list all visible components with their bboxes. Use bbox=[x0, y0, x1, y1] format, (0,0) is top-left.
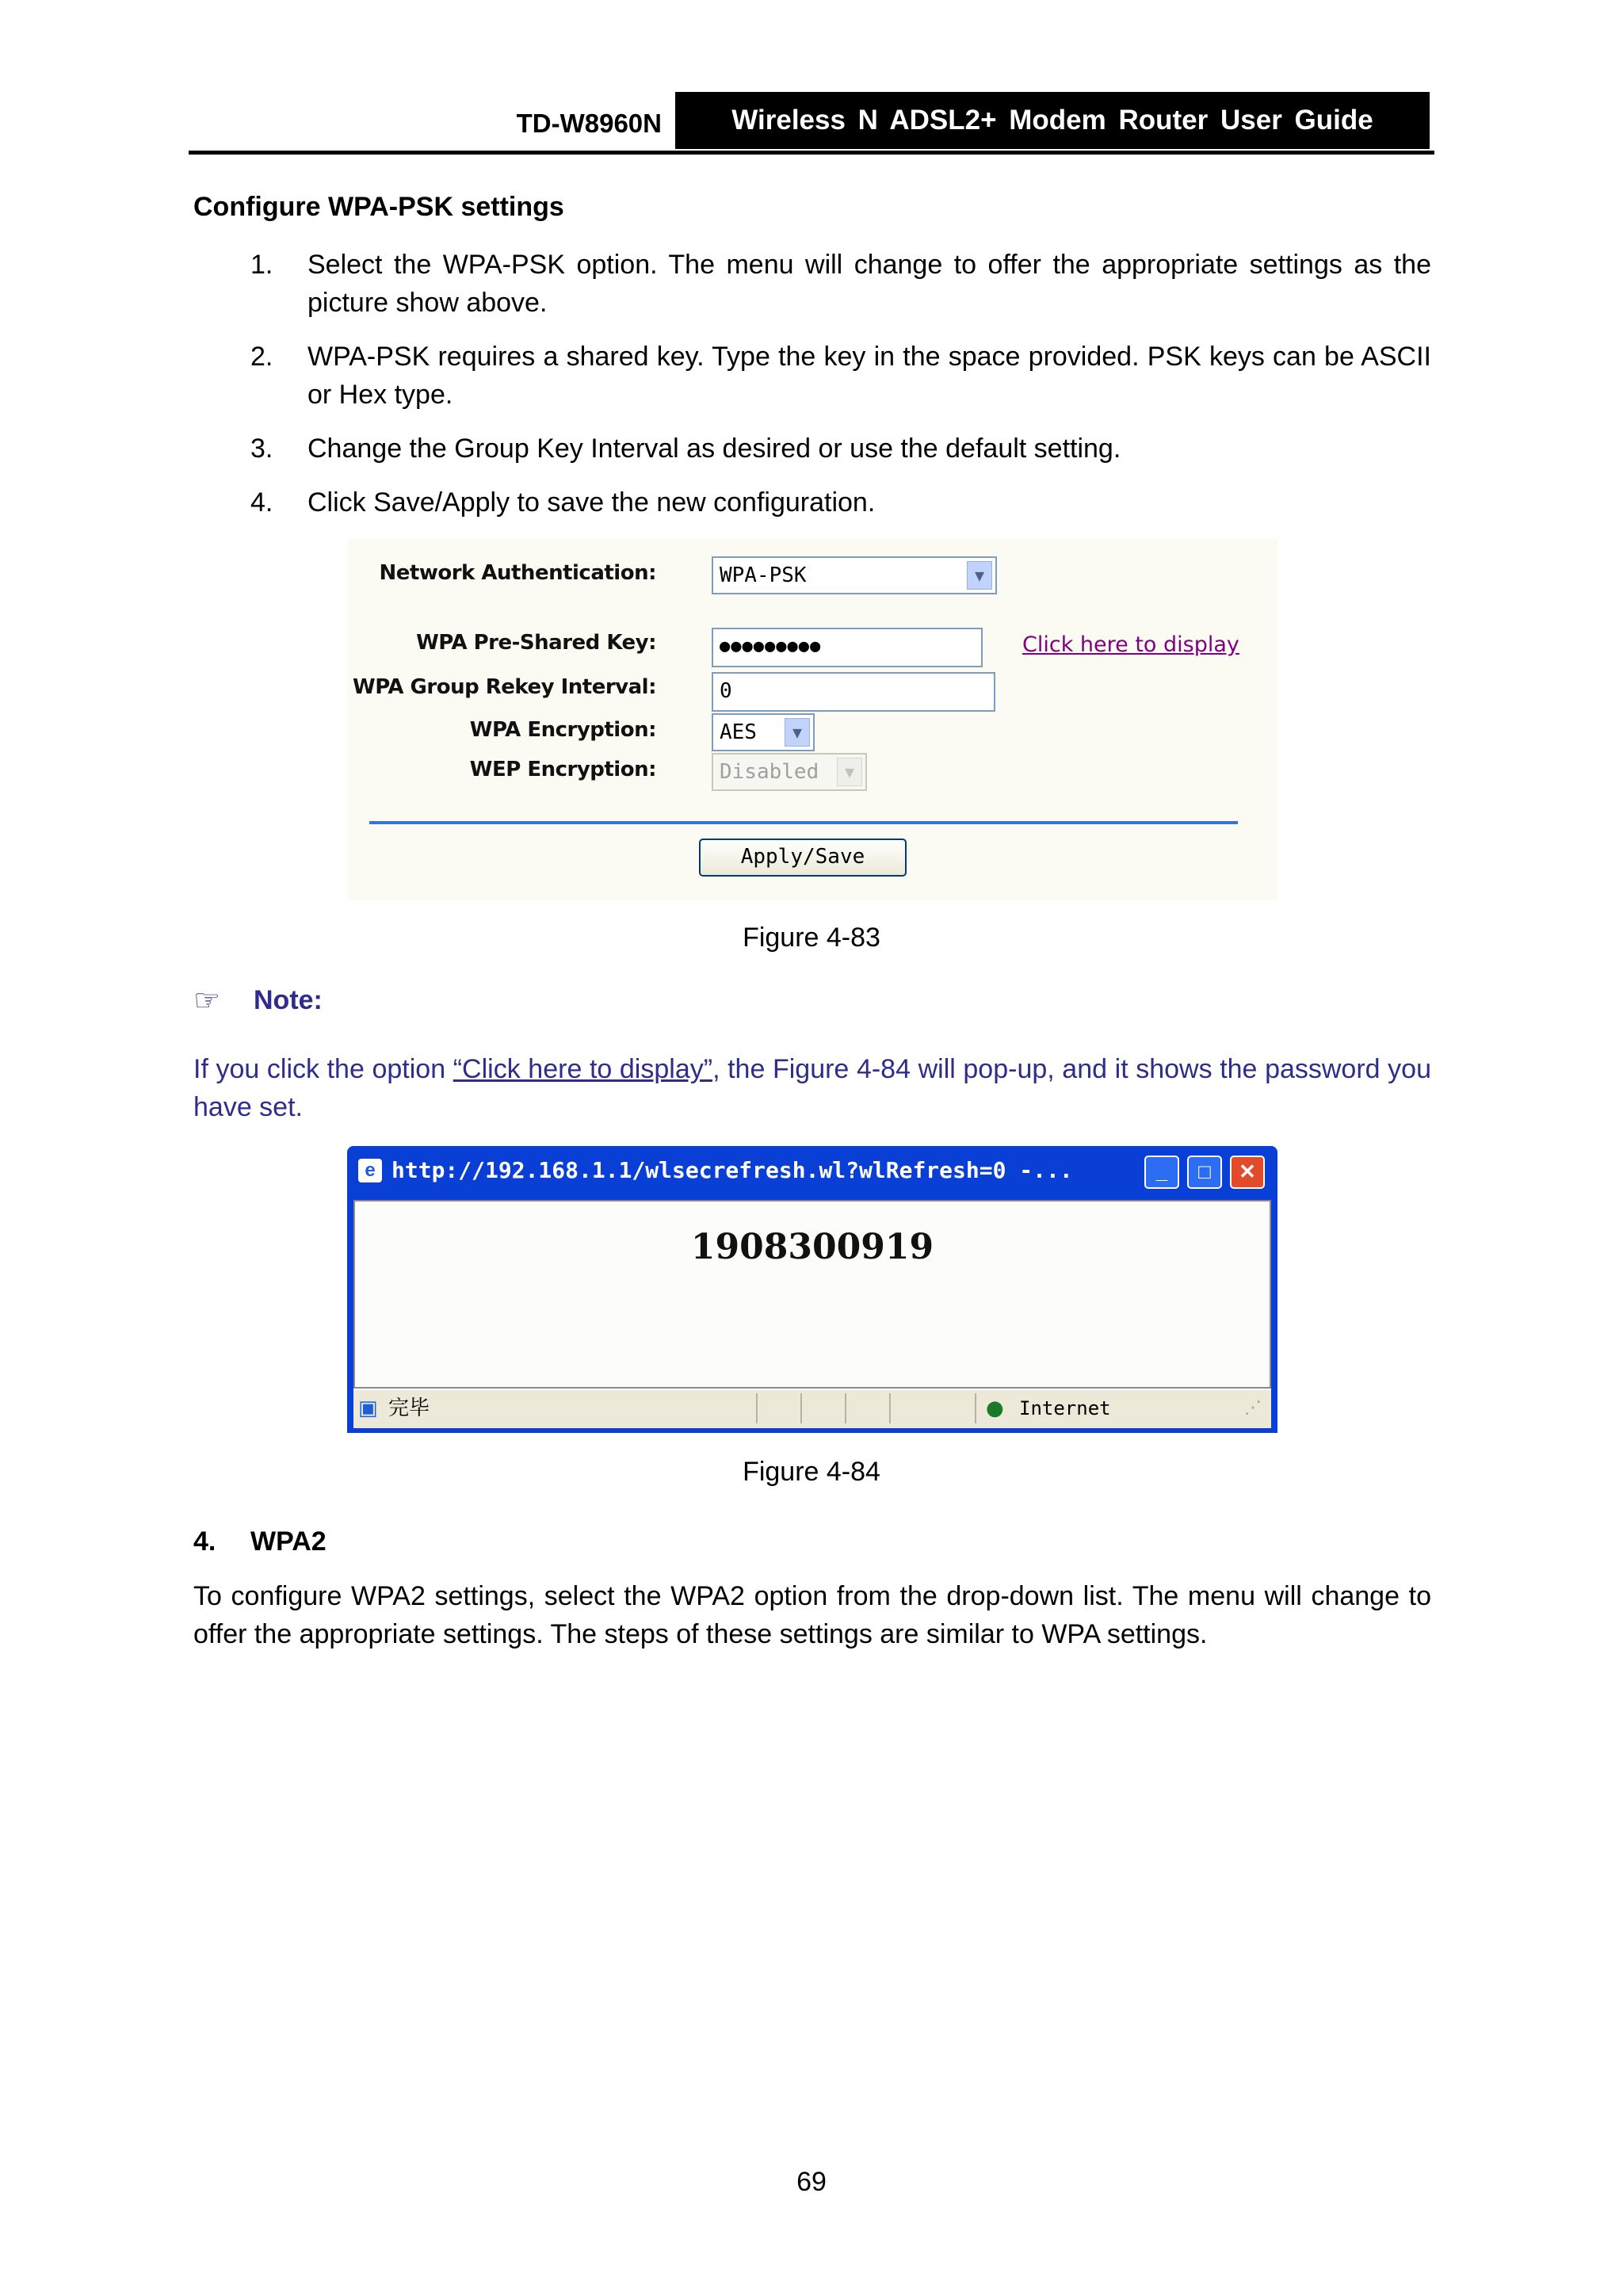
wep-select[interactable] bbox=[712, 753, 867, 791]
note-text bbox=[193, 1050, 1431, 1126]
status-divider bbox=[889, 1393, 891, 1423]
step-4-number: 4. bbox=[250, 487, 273, 518]
close-icon[interactable]: ✕ bbox=[1230, 1156, 1265, 1189]
step-1-number: 1. bbox=[250, 250, 273, 280]
page-number: 69 bbox=[796, 2167, 827, 2197]
step-3-text: Change the Group Key Interval as desired or use the default setting. bbox=[307, 434, 1121, 464]
ie-page-icon: e bbox=[358, 1159, 382, 1182]
header-model: TD-W8960N bbox=[516, 109, 662, 138]
wep-label: WEP Encryption: bbox=[469, 758, 656, 781]
status-done-text: 完毕 bbox=[388, 1396, 430, 1420]
window-title: http://192.168.1.1/wlsecrefresh.wl?wlRefresh=0 -... bbox=[391, 1157, 1073, 1183]
figure-83-rule bbox=[369, 821, 1238, 824]
network-auth-label: Network Authentication: bbox=[379, 561, 656, 585]
click-here-to-display-link[interactable]: Click here to display bbox=[1022, 632, 1239, 657]
wpa2-title: WPA2 bbox=[250, 1526, 327, 1557]
chevron-down-icon[interactable]: ▼ bbox=[967, 561, 992, 590]
note-text-after: , the Figure 4-84 will pop-up, and it shows the password you have set. bbox=[193, 1054, 1431, 1122]
psk-label: WPA Pre-Shared Key: bbox=[416, 631, 656, 655]
pointing-hand-icon: ☞ bbox=[193, 984, 221, 1018]
note-label: Note: bbox=[254, 985, 323, 1015]
apply-save-button[interactable]: Apply/Save bbox=[699, 839, 907, 877]
status-divider bbox=[845, 1393, 846, 1423]
step-2-number: 2. bbox=[250, 342, 273, 372]
rekey-label: WPA Group Rekey Interval: bbox=[353, 675, 656, 699]
network-auth-select[interactable] bbox=[712, 556, 997, 594]
minimize-icon[interactable]: _ bbox=[1144, 1156, 1179, 1189]
maximize-icon[interactable]: □ bbox=[1187, 1156, 1222, 1189]
step-4-text: Click Save/Apply to save the new configuration. bbox=[307, 487, 876, 518]
status-divider bbox=[975, 1393, 976, 1423]
note-link: “Click here to display” bbox=[453, 1054, 713, 1084]
step-3-number: 3. bbox=[250, 434, 273, 464]
figure-84-caption: Figure 4-84 bbox=[743, 1457, 880, 1487]
wep-value: Disabled bbox=[720, 760, 819, 784]
page-done-icon: ▣ bbox=[358, 1396, 378, 1420]
encryption-value: AES bbox=[720, 720, 757, 744]
password-display: 1908300919 bbox=[690, 1227, 934, 1267]
rekey-input[interactable]: 0 bbox=[712, 672, 995, 712]
globe-icon: ● bbox=[986, 1396, 1004, 1420]
figure-83-caption: Figure 4-83 bbox=[743, 923, 880, 953]
header-guide-title: Wireless N ADSL2+ Modem Router User Guide bbox=[675, 92, 1430, 149]
status-zone-text: Internet bbox=[1019, 1397, 1111, 1419]
step-2-text: WPA-PSK requires a shared key. Type the key in the space provided. PSK keys can be ASCII or Hex type. bbox=[307, 342, 1431, 410]
psk-input[interactable]: ●●●●●●●●● bbox=[712, 628, 983, 667]
note-text-before: If you click the option bbox=[193, 1054, 453, 1084]
step-1-text: Select the WPA-PSK option. The menu will change to offer the appropriate settings as the picture show above. bbox=[307, 250, 1431, 318]
resize-grip-icon[interactable]: ⋰ bbox=[1244, 1398, 1262, 1418]
encryption-select[interactable] bbox=[712, 713, 815, 751]
wpa2-text: To configure WPA2 settings, select the WPA2 option from the drop-down list. The menu will change to offer the appropriate settings. The steps of these settings are similar to WPA settings. bbox=[193, 1581, 1431, 1649]
status-bar bbox=[353, 1389, 1271, 1428]
wpa2-number: 4. bbox=[193, 1526, 216, 1557]
header-rule bbox=[189, 151, 1434, 155]
status-divider bbox=[800, 1393, 802, 1423]
chevron-down-icon[interactable]: ▼ bbox=[785, 718, 810, 747]
network-auth-value: WPA-PSK bbox=[720, 563, 807, 587]
status-divider bbox=[756, 1393, 758, 1423]
section-title: Configure WPA-PSK settings bbox=[193, 192, 564, 222]
encryption-label: WPA Encryption: bbox=[469, 718, 656, 742]
chevron-down-icon[interactable]: ▼ bbox=[837, 758, 862, 786]
